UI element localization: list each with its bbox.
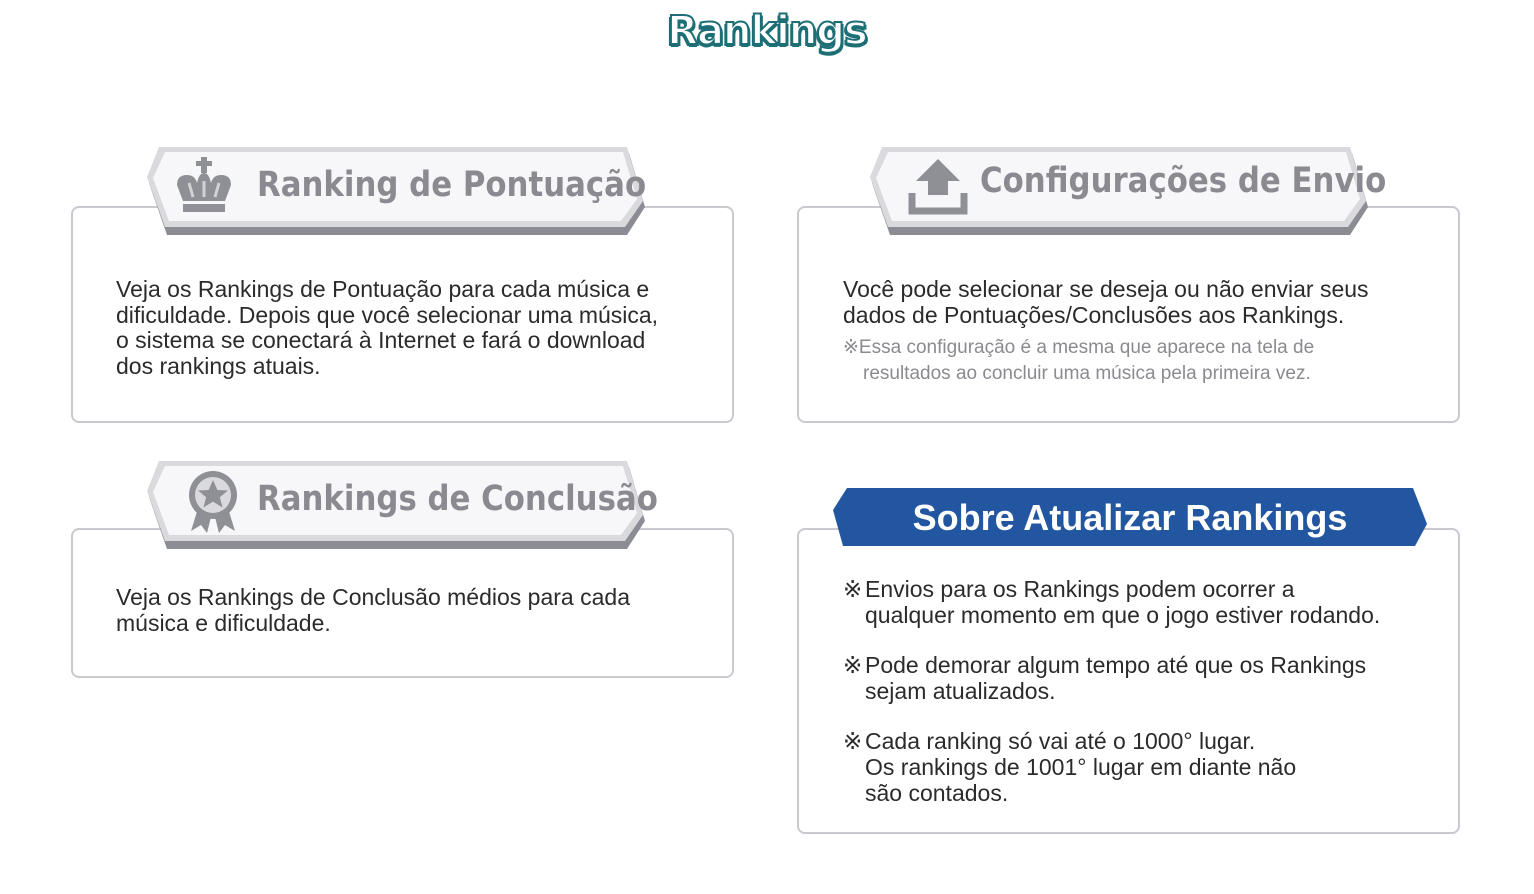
update-bullet: ※ Cada ranking só vai até o 1000° lugar. Os rankings de 1001° lugar em diante não são contados. [843, 728, 1297, 806]
tag-heading: Ranking de Pontuação [257, 165, 647, 205]
tag-heading: Rankings de Conclusão [257, 479, 658, 519]
bullet-mark: ※ [843, 576, 863, 602]
text-line: o sistema se conectará à Internet e fará o download [116, 327, 646, 353]
score-ranking-description [116, 277, 658, 379]
upload-settings-tag [870, 147, 1387, 225]
page-title: Rankings [667, 8, 867, 54]
text-line: sejam atualizados. [865, 678, 1056, 704]
text-line: música e dificuldade. [116, 609, 331, 636]
note-line: resultados ao concluir uma música pela primeira vez. [863, 363, 1311, 384]
upload-settings-note [843, 335, 1314, 387]
bullet-mark: ※ [843, 652, 863, 678]
text-line: dados de Pontuações/Conclusões aos Rankings. [843, 301, 1345, 328]
upload-settings-description [843, 277, 1369, 328]
score-ranking-tag [147, 147, 647, 225]
text-line: dificuldade. Depois que você selecionar uma música, [116, 301, 659, 328]
update-info-heading: Sobre Atualizar Rankings [912, 497, 1348, 538]
note-mark: ※ [843, 337, 859, 358]
text-line: Os rankings de 1001° lugar em diante não [865, 754, 1297, 780]
update-bullet: ※ Pode demorar algum tempo até que os Rankings sejam atualizados. [843, 652, 1367, 704]
text-line: dos rankings atuais. [116, 352, 321, 379]
tag-heading: Configurações de Envio [980, 161, 1387, 201]
note-line: ※Essa configuração é a mesma que aparece na tela de [843, 337, 1315, 358]
upload-icon [908, 157, 968, 217]
text-line: são contados. [865, 780, 1009, 806]
text-line: Veja os Rankings de Conclusão médios para cada [116, 584, 630, 610]
text-line: qualquer momento em que o jogo estiver rodando. [865, 602, 1381, 628]
clear-ranking-tag [147, 461, 658, 539]
text-line: Você pode selecionar se deseja ou não enviar seus [843, 276, 1369, 302]
crown-icon [173, 157, 235, 219]
bullet-mark: ※ [843, 728, 863, 754]
text-line: Veja os Rankings de Pontuação para cada música e [116, 276, 650, 302]
update-bullet: ※ Envios para os Rankings podem ocorrer a qualquer momento em que o jogo estiver rodando. [843, 576, 1381, 628]
update-info-header [833, 488, 1427, 546]
clear-ranking-description [116, 585, 630, 636]
medal-star-icon [183, 469, 243, 535]
